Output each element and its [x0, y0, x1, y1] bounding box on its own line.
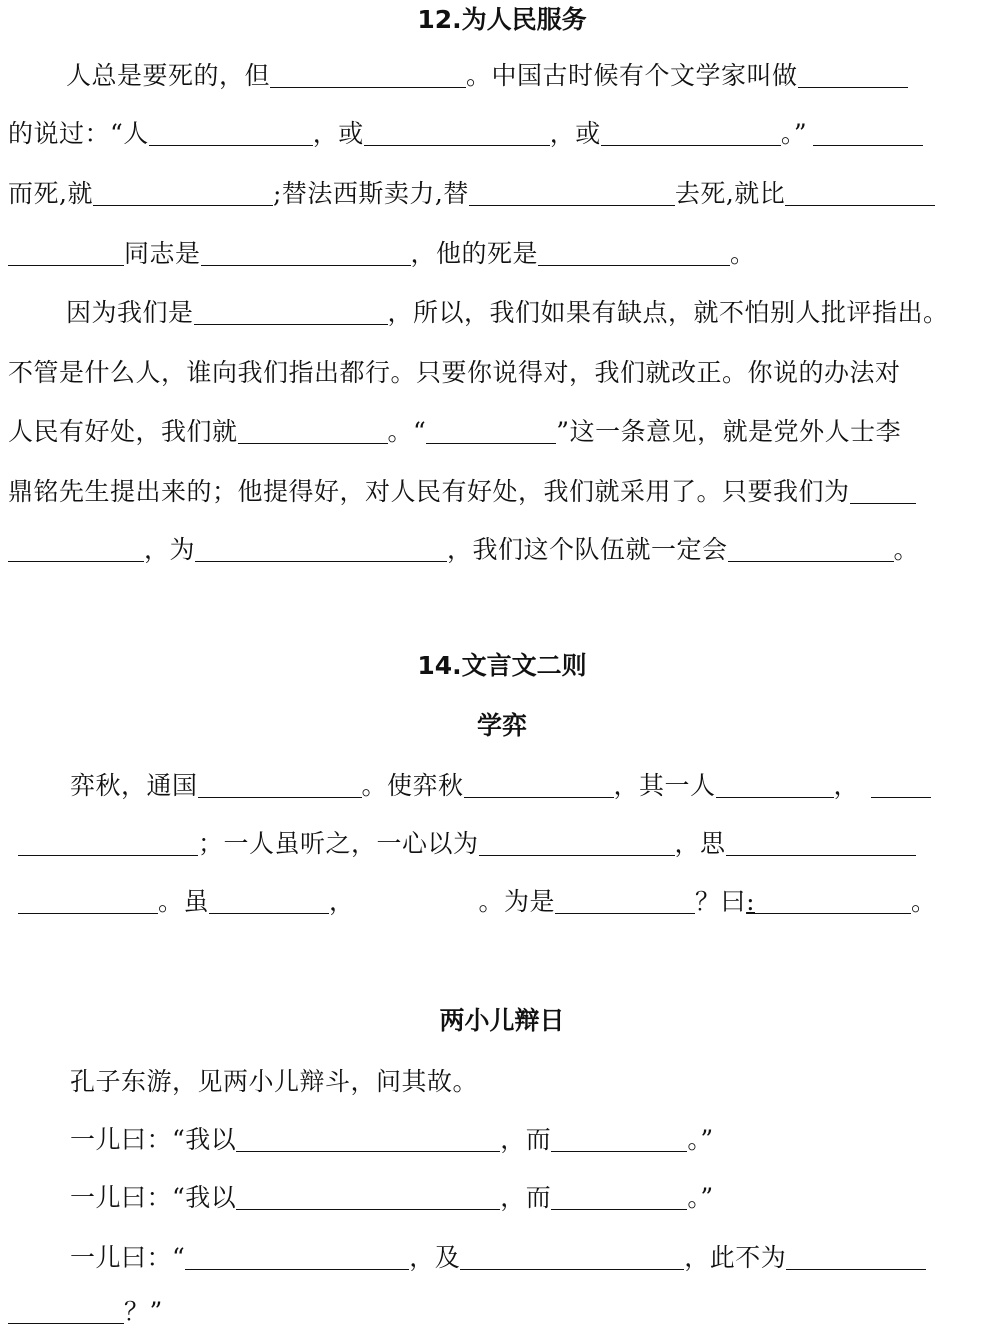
text: ”这一条意见，就是党外人士李: [556, 417, 902, 446]
text: 因为我们是: [66, 298, 194, 327]
liangxiaoer-subtitle: 两小儿辩日: [439, 1006, 565, 1035]
text: ，为: [144, 535, 196, 564]
fill-blank[interactable]: [726, 831, 916, 856]
text: 一儿曰：“: [70, 1243, 186, 1272]
text: 。: [730, 239, 756, 268]
fill-blank[interactable]: [728, 537, 894, 562]
fill-blank[interactable]: [716, 773, 834, 798]
text: ，此不为: [684, 1243, 787, 1272]
text: 。“: [387, 417, 427, 446]
text: 一儿曰：“我以: [70, 1125, 237, 1154]
fill-blank[interactable]: [469, 181, 675, 206]
s12-p1-line4: [8, 234, 756, 274]
fill-blank[interactable]: [813, 121, 923, 146]
text: 。: [911, 887, 937, 916]
xueyi-subtitle: 学弈: [476, 711, 527, 740]
text: ;替法西斯卖力,替: [272, 179, 469, 208]
text: :: [746, 887, 755, 916]
text: 。中国古时候有个文学家叫做: [466, 61, 798, 90]
text: 同志是: [124, 239, 201, 268]
text: 人民有好处，我们就: [8, 417, 238, 446]
text: ，及: [409, 1243, 461, 1272]
fill-blank[interactable]: [18, 889, 158, 914]
xueyi-line2: [18, 824, 916, 864]
liangxiaoer-line2: [70, 1120, 714, 1160]
text: 。”: [687, 1183, 714, 1212]
text: 鼎铭先生提出来的；他提得好，对人民有好处，我们就采用了。只要我们为: [8, 477, 850, 506]
text: 孔子东游，见两小儿辩斗，问其故。: [70, 1067, 479, 1096]
text: 。: [893, 535, 920, 564]
fill-blank[interactable]: [755, 889, 911, 914]
fill-blank[interactable]: [93, 181, 273, 206]
fill-blank[interactable]: [209, 889, 329, 914]
fill-blank[interactable]: [551, 1185, 687, 1210]
text: ，: [833, 771, 860, 800]
fill-blank[interactable]: [201, 241, 411, 266]
text: 。使弈秋: [361, 771, 464, 800]
xueyi-line3: [18, 882, 937, 922]
fill-blank[interactable]: [194, 300, 388, 325]
liangxiaoer-line3: [70, 1178, 714, 1218]
fill-blank[interactable]: [198, 773, 362, 798]
text: 人总是要死的，但: [66, 61, 271, 90]
fill-blank[interactable]: [8, 537, 144, 562]
text: 一儿曰：“我以: [70, 1183, 237, 1212]
s12-p2-line5: [8, 530, 919, 570]
fill-blank[interactable]: [464, 773, 614, 798]
text: 。虽: [158, 887, 210, 916]
fill-blank[interactable]: [270, 63, 466, 88]
fill-blank[interactable]: [601, 121, 781, 146]
fill-blank[interactable]: [195, 537, 447, 562]
fill-blank[interactable]: [8, 241, 124, 266]
text: ，所以，我们如果有缺点，就不怕别人批评指出。: [387, 298, 949, 327]
text: 而死,就: [8, 179, 93, 208]
section-12-title: 12.为人民服务: [417, 5, 587, 34]
text: 。为是: [478, 887, 556, 916]
text: ，我们这个队伍就一定会: [447, 535, 728, 564]
fill-blank[interactable]: [479, 831, 675, 856]
text: ，或: [549, 119, 601, 148]
text: ？曰: [695, 887, 747, 916]
s12-p2-line3: [8, 412, 901, 452]
s12-p2-line1: [66, 293, 949, 333]
text: ，而: [500, 1183, 552, 1212]
fill-blank[interactable]: [871, 773, 931, 798]
text: ，其一人: [613, 771, 716, 800]
text: ，或: [312, 119, 364, 148]
fill-blank[interactable]: [8, 1299, 124, 1324]
liangxiaoer-line4: [70, 1238, 926, 1278]
text: 的说过：“人: [8, 119, 149, 148]
text: ，: [329, 887, 355, 916]
text: ？”: [124, 1297, 163, 1326]
section-14-title: 14.文言文二则: [417, 651, 587, 680]
fill-blank[interactable]: [551, 1127, 687, 1152]
text: 。”: [780, 119, 808, 148]
text: 去死,就比: [674, 179, 786, 208]
liangxiaoer-line1: [70, 1062, 478, 1102]
xueyi-line1: [70, 766, 931, 806]
fill-blank[interactable]: [798, 63, 908, 88]
fill-blank[interactable]: [850, 479, 916, 504]
s12-p2-line2: [8, 353, 901, 393]
s12-p1-line3: [8, 174, 935, 214]
fill-blank[interactable]: [236, 1185, 500, 1210]
fill-blank[interactable]: [185, 1245, 409, 1270]
text: ，而: [500, 1125, 552, 1154]
fill-blank[interactable]: [538, 241, 730, 266]
fill-blank[interactable]: [426, 419, 556, 444]
fill-blank[interactable]: [785, 181, 935, 206]
text: 不管是什么人，谁向我们指出都行。只要你说得对，我们就改正。你说的办法对: [8, 358, 901, 387]
fill-blank[interactable]: [18, 831, 198, 856]
text: ，思: [674, 829, 726, 858]
fill-blank[interactable]: [460, 1245, 684, 1270]
fill-blank[interactable]: [149, 121, 313, 146]
fill-blank[interactable]: [786, 1245, 926, 1270]
s12-p1-line2: [8, 114, 923, 154]
fill-blank[interactable]: [555, 889, 695, 914]
fill-blank[interactable]: [364, 121, 550, 146]
s12-p1-line1: [66, 56, 908, 96]
text: ；一人虽听之，一心以为: [198, 829, 479, 858]
text: 。”: [687, 1125, 714, 1154]
liangxiaoer-line5: [8, 1292, 163, 1332]
text: 弈秋，通国: [70, 771, 198, 800]
s12-p2-line4: [8, 472, 916, 512]
fill-blank[interactable]: [238, 419, 388, 444]
fill-blank[interactable]: [236, 1127, 500, 1152]
text: ，他的死是: [410, 239, 539, 268]
